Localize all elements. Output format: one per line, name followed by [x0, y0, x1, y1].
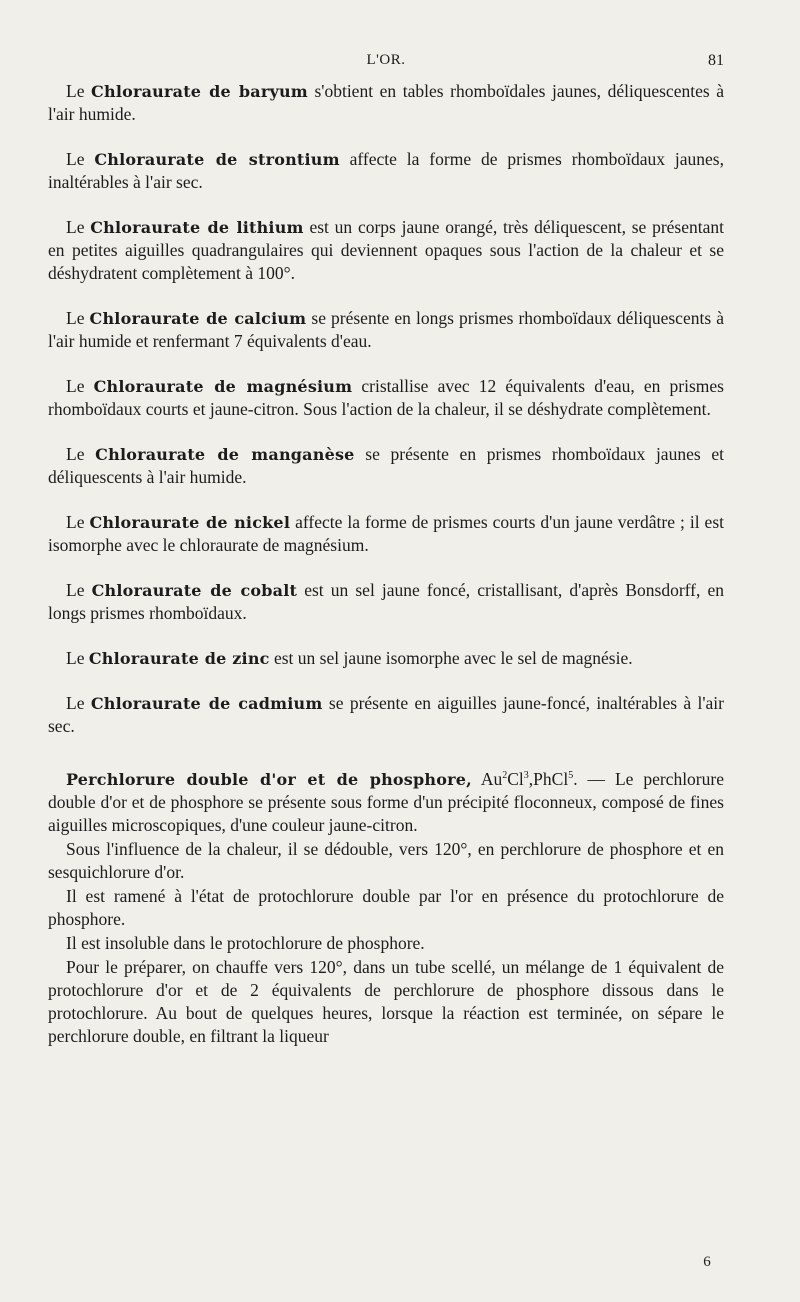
term-heading: Chloraurate de cobalt — [91, 581, 298, 600]
paragraph-perchlorure — [48, 768, 724, 837]
signature-mark — [48, 1254, 724, 1271]
paragraph-manganese — [48, 443, 724, 489]
lead-word: Le — [66, 580, 92, 600]
lead-word: Le — [66, 217, 91, 237]
formula-part: Cl — [507, 769, 524, 789]
paragraph-calcium — [48, 307, 724, 353]
term-heading: Chloraurate de magnésium — [93, 377, 353, 396]
term-heading: Chloraurate de manganèse — [95, 445, 355, 464]
lead-word: Le — [66, 444, 96, 464]
paragraph-text: est un corps jaune orangé, très déliquescent, se présentant en petites aiguilles quadrangulaires qui deviennent opaques sous l'action de la chaleur et se déshydratent complètement à 100°. — [48, 217, 724, 283]
formula-sup: 5 — [568, 770, 574, 782]
term-heading: Chloraurate de calcium — [89, 309, 307, 328]
formula-part: ,PhCl — [528, 769, 569, 789]
paragraph-text: affecte la forme de prismes courts d'un jaune verdâtre ; il est isomorphe avec le chloraurate de magnésium. — [48, 512, 725, 555]
term-heading: Chloraurate de lithium — [90, 218, 304, 237]
paragraph-text: affecte la forme de prismes rhomboïdaux jaunes, inaltérables à l'air sec. — [48, 149, 724, 192]
lead-word: Le — [66, 149, 95, 169]
lead-word: Le — [66, 81, 92, 101]
term-heading: Chloraurate de cadmium — [90, 694, 323, 713]
paragraph-zinc — [48, 647, 724, 670]
paragraph-continuation: Il est insoluble dans le protochlorure de phosphore. — [66, 933, 425, 953]
paragraph-text: se présente en prismes rhomboïdaux jaunes et déliquescents à l'air humide. — [48, 444, 724, 487]
term-heading: Chloraurate de zinc — [88, 649, 270, 668]
paragraph-continuation: Pour le préparer, on chauffe vers 120°, dans un tube scellé, un mélange de 1 équivalent de protochlorure d'or et de 2 équivalents de perchlorure de phosphore dissous dans le protochlorure. Au bout de quelques heures, lorsque la réaction est terminée, on sépare le perchlorure double, en filtrant la liqueur — [48, 957, 724, 1046]
lead-word: Le — [66, 693, 91, 713]
section-heading: Perchlorure double d'or et de phosphore, — [66, 770, 472, 789]
term-heading: Chloraurate de nickel — [89, 513, 291, 532]
lead-word: Le — [66, 308, 90, 328]
paragraph-magnesium — [48, 375, 724, 421]
lead-word: Le — [66, 512, 90, 532]
paragraph-cadmium — [48, 692, 724, 738]
paragraph-text: cristallise avec 12 équivalents d'eau, en prismes rhomboïdaux courts et jaune-citron. Sous l'action de la chaleur, il se déshydrate complètement. — [48, 376, 724, 419]
paragraph-text: est un sel jaune foncé, cristallisant, d'après Bonsdorff, en longs prismes rhomboïdaux. — [48, 580, 724, 623]
paragraph-cobalt — [48, 579, 724, 625]
signature-number: 6 — [703, 1254, 711, 1270]
paragraph-nickel — [48, 511, 724, 557]
lead-word: Le — [66, 376, 94, 396]
running-header — [48, 52, 724, 76]
term-heading: Chloraurate de strontium — [94, 150, 340, 169]
lead-word: Le — [66, 648, 89, 668]
paragraph-lithium — [48, 216, 724, 285]
paragraph-strontium — [48, 148, 724, 194]
paragraph-text: se présente en aiguilles jaune-foncé, inaltérables à l'air sec. — [48, 693, 724, 736]
page-number: 81 — [708, 52, 724, 69]
paragraph-continuation: Il est ramené à l'état de protochlorure double par l'or en présence du protochlorure de phosphore. — [48, 886, 724, 929]
paragraph-text: est un sel jaune isomorphe avec le sel de magnésie. — [269, 648, 633, 668]
paragraph-text: se présente en longs prismes rhomboïdaux déliquescents à l'air humide et renfermant 7 équivalents d'eau. — [48, 308, 724, 351]
term-heading: Chloraurate de baryum — [91, 82, 308, 101]
paragraph-text: . — Le perchlorure double d'or et de phosphore se présente sous forme d'un précipité floconneux, composé de fines aiguilles microscopiques, d'une couleur jaune-citron. — [48, 769, 724, 835]
formula-sup: 2 — [502, 770, 508, 782]
formula-part: Au — [471, 769, 503, 789]
paragraph-continuation: Sous l'influence de la chaleur, il se dédouble, vers 120°, en perchlorure de phosphore et en sesquichlorure d'or. — [48, 839, 724, 882]
text-body — [48, 80, 724, 1048]
paragraph-baryum — [48, 80, 724, 126]
running-title: L'OR. — [366, 52, 406, 68]
paragraph-text: s'obtient en tables rhomboïdales jaunes, déliquescentes à l'air humide. — [48, 81, 725, 124]
formula-sup: 3 — [523, 770, 529, 782]
